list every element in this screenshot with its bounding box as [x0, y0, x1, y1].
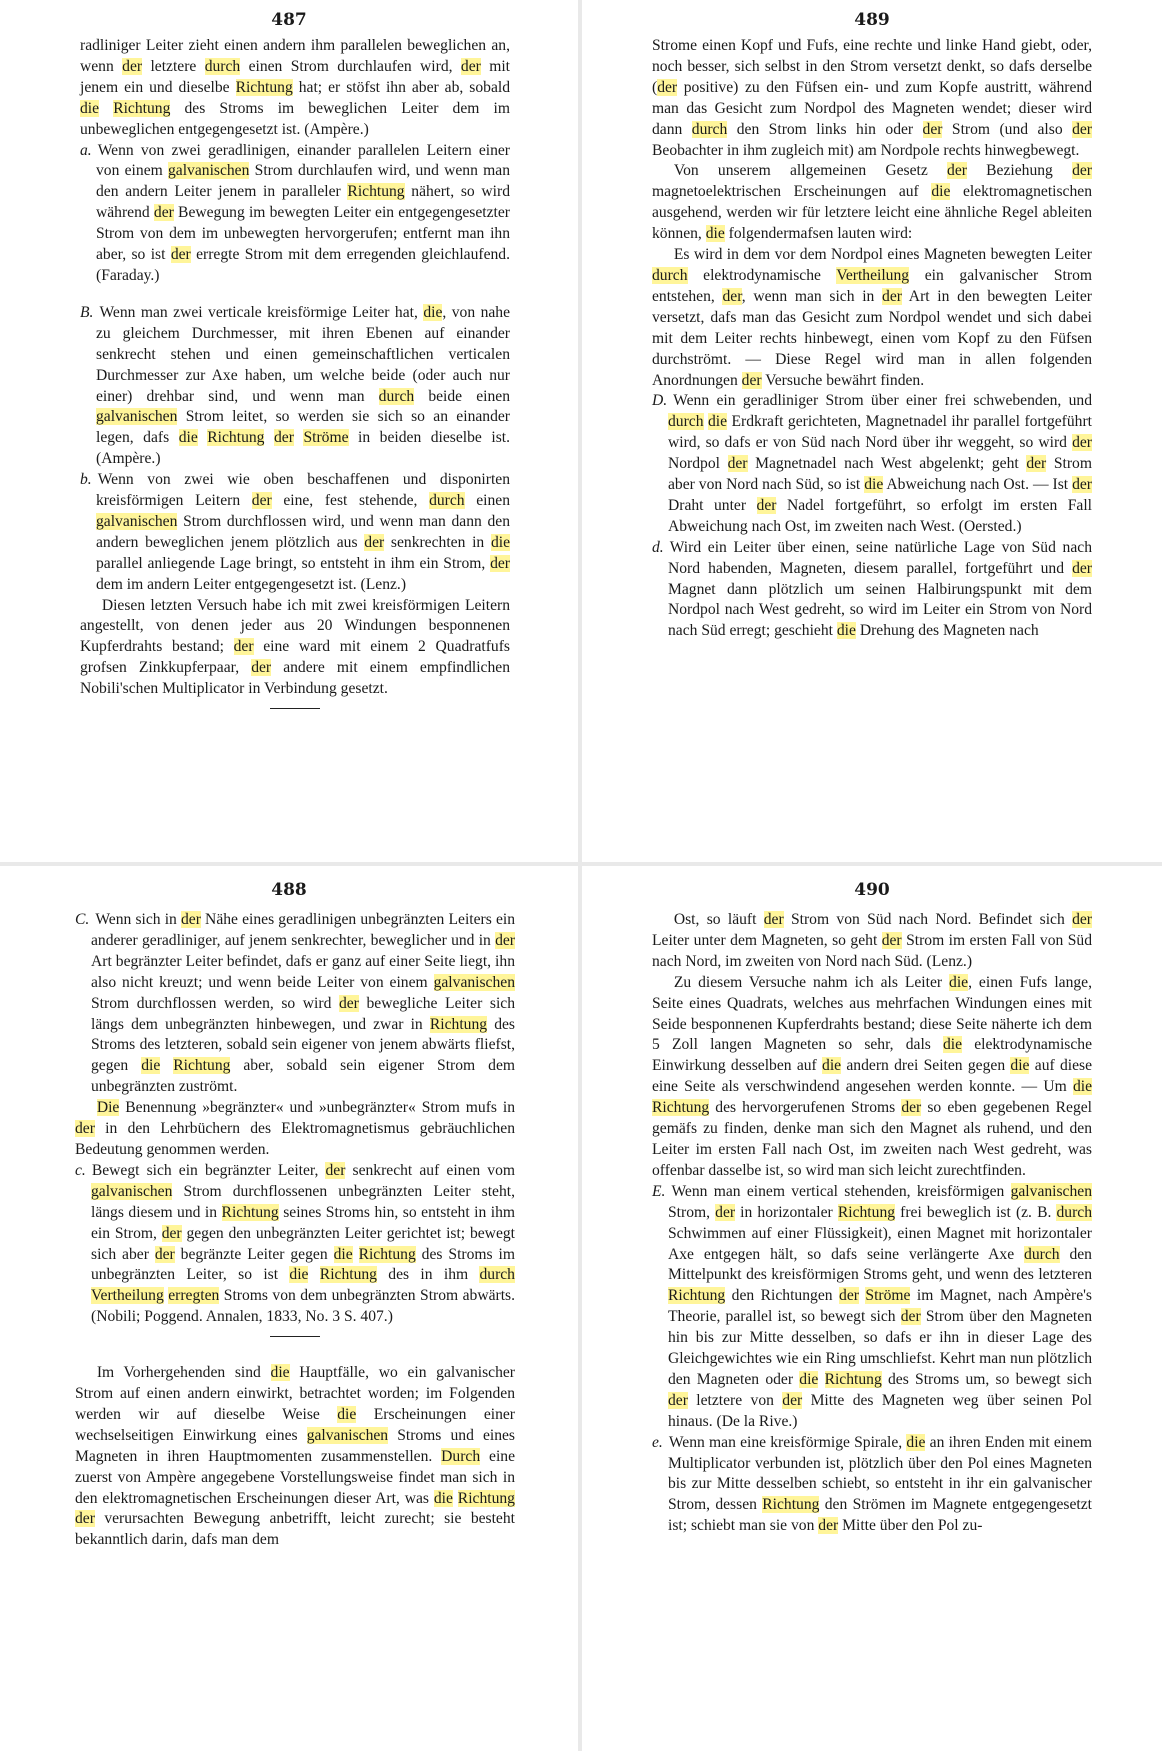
section-text: Wenn man zwei verticale kreisförmige Leiter hat, die, von nahe zu gleichem Durchmesser, mit ihren Ebenen auf einander senkrecht stehen und einen gemeinschaftlichen verticalen Durchmesser zur Axe haben, um welche beide (oder auch nur einer) drehbar sind, und wenn man durch beide einen galvanischen Strom leitet, so werden sie sich so an einander legen, dafs die Richtung der Ströme in beiden dieselbe ist. (Ampère.) [96, 303, 510, 468]
paragraph-d [652, 538, 1092, 643]
section-text: Wenn ein geradliniger Strom über einer frei schwebenden, und durch die Erdkraft gerichteten, Magnetnadel ihr parallel fortgeführt wird, so dafs er von Süd nach Nord über ihr weggeht, so wird der Nordpol der Magnetnadel nach West abgelenkt; geht der Strom aber von Nord nach Süd, so ist die Abweichung nach Ost. — Ist der Draht unter der Nadel fortgeführt, so erfolgt im ersten Fall Abweichung nach Ost, im zweiten nach West. (Oersted.) [668, 392, 1092, 535]
highlighted-term: durch [204, 57, 241, 75]
highlighted-term: durch [1056, 1203, 1092, 1221]
highlighted-term: die [799, 1370, 819, 1388]
paragraph-intro: Ost, so läuft der Strom von Süd nach Nord. Befindet sich der Leiter unter dem Magneten, so geht der Strom im ersten Fall von Süd nach Nord, im zweiten von Nord nach Süd. (Lenz.) [652, 911, 1093, 970]
highlighted-term: Richtung [235, 78, 293, 96]
highlighted-term: Richtung [668, 1287, 726, 1305]
highlighted-term: der [715, 1203, 736, 1221]
highlighted-term: die [333, 1245, 353, 1263]
page-body [652, 910, 1092, 1537]
page-488 [0, 866, 578, 1751]
highlighted-term: galvanischen [168, 162, 250, 180]
highlighted-term: Durch [441, 1447, 481, 1465]
highlighted-term: galvanischen [96, 408, 178, 426]
highlighted-term: die [836, 622, 856, 640]
paragraph-E [652, 1182, 1092, 1433]
highlighted-term: der [122, 57, 143, 75]
section-text: Wenn man einem vertical stehenden, kreisförmigen galvanischen Strom, der in horizontaler Richtung frei beweglich ist (z. B. durch Schwimmen auf einer Flüssigkeit), einen Magnet mit horizontaler Axe entgegen hält, so dafs seine verlängerte Axe durch den Mittelpunkt des kreisförmigen Stroms geht, und wenn des letzteren Richtung den Richtungen der Ströme im Magnet, nach Ampère's Theorie, parallel ist, so bewegt sich der Strom über den Magneten hin bis zur Mitte desselben, so dafs er ihn in dieser Lage des Gleichgewichtes wie ein Ring umschliefst. Kehrt man nun plötzlich den Magneten oder die Richtung des Stroms um, so bewegt sich der letztere von der Mitte des Magneten weg über seinen Pol hinaus. (De la Rive.) [668, 1182, 1092, 1430]
highlighted-term: der [741, 371, 762, 389]
highlighted-term: der [161, 1224, 182, 1242]
highlighted-term: die [1010, 1057, 1030, 1075]
highlighted-term: der [1026, 455, 1047, 473]
highlighted-term: die [864, 476, 884, 494]
section-text: Wird ein Leiter über einen, seine natürliche Lage von Süd nach Nord habenden, Magneten, diesem parallel, fortgeführt und der Magnet dann plötzlich um seinen Halbirungspunkt mit dem Nordpol nach West gedreht, so wird im Leiter ein Strom von Nord nach Süd erregt; geschieht die Drehung des Magneten nach [668, 538, 1092, 640]
highlighted-term: die [178, 429, 198, 447]
paragraph-2: Zu diesem Versuche nahm ich als Leiter die, einen Fufs lange, Seite eines Quadrats, welches aus mehrfachen Windungen eines mit Seide besponnenen Kupferdrahts bestand; diese Seite näherte ich dem 5 Zoll langen Magneten so sehr, dals die elektrodynamische Einwirkung desselben auf die andern drei Seiten gegen die auf diese eine Seite als verschwindend angesehen werden konnte. — Um die Richtung des hervorgerufenen Stroms der so eben gegebenen Regel gemäfs zu finden, denke man sich den Magnet als ruhend, und den Leiter im ersten Fall nach Ost, im zweiten nach West gedreht, was offenbar dasselbe ist, so wird man sich leicht zurechtfinden. [652, 973, 1093, 1179]
highlighted-term: der [153, 204, 174, 222]
highlighted-term: der [1072, 911, 1092, 928]
highlighted-term: durch [378, 387, 415, 405]
highlighted-term: der [818, 1517, 839, 1535]
paragraph-b [80, 470, 510, 595]
highlighted-term: galvanischen [96, 512, 178, 530]
page-body [652, 36, 1092, 642]
page-number: 488 [271, 880, 307, 900]
section-text: Bewegt sich ein begränzter Leiter, der senkrecht auf einen vom galvanischen Strom durchflossenen unbegränzten Leiter steht, längs diesem und in Richtung seines Stroms hin, so entsteht in ihm ein Strom, der gegen den unbegränzten Leiter gerichtet ist; bewegt sich aber der begränzte Leiter gegen die Richtung des Stroms im unbegränzten Leiter, so ist die Richtung des in ihm durch Vertheilung erregten Stroms von dem unbegränzten Strom abwärts. (Nobili; Poggend. Annalen, 1833, No. 3 S. 407.) [91, 1161, 516, 1326]
highlighted-term: der [325, 1161, 346, 1179]
highlighted-term: der [657, 78, 678, 96]
highlighted-term: Richtung [319, 1266, 377, 1284]
highlighted-term: Richtung [824, 1370, 882, 1388]
highlighted-term: der [947, 162, 967, 180]
page-489 [582, 0, 1162, 862]
highlighted-term: die [949, 973, 969, 991]
highlighted-term: die [943, 1036, 963, 1054]
highlighted-term: Richtung [113, 99, 171, 117]
highlighted-term: die [707, 413, 728, 431]
highlighted-term: der [495, 931, 515, 949]
highlighted-term: Vertheilung [91, 1287, 164, 1305]
highlighted-term: der [756, 496, 777, 514]
highlighted-term: die [705, 225, 725, 243]
highlighted-term: galvanischen [306, 1426, 389, 1444]
highlighted-term: Richtung [207, 429, 265, 447]
page-490 [582, 866, 1162, 1751]
highlighted-term: die [423, 303, 443, 321]
highlighted-term: die [141, 1057, 161, 1075]
section-rule [270, 1336, 320, 1337]
highlighted-term: der [668, 1391, 688, 1409]
section-text: Wenn man eine kreisförmige Spirale, die an ihren Enden mit einem Multiplicator verbunden ist, plötzlich über den Pol eines Magneten bis zur Mitte desselben schiebt, so entsteht in ihr ein galvanischer Strom, dessen Richtung den Strömen im Magnete entgegengesetzt ist; schiebt man sie von der Mitte über den Pol zu- [668, 1433, 1092, 1535]
paragraph-c [75, 1161, 515, 1328]
highlighted-term: durch [668, 413, 704, 431]
paragraph-tail: Diesen letzten Versuch habe ich mit zwei kreisförmigen Leitern angestellt, von denen jeder aus 20 Windungen besponnenen Kupferdrahts bestand; der eine ward mit einem 2 Quadratfufs grofsen Zinkkupferpaar, der andere mit einem empfindlichen Nobili'schen Multiplicator in Verbindung gesetzt. [80, 596, 510, 698]
highlighted-term: Richtung [173, 1057, 231, 1075]
highlighted-term: der [727, 455, 748, 473]
section-text: Wenn von zwei wie oben beschaffenen und disponirten kreisförmigen Leitern der eine, fest stehende, durch einen galvanischen Strom durchflossen wird, und wenn man dann den andern beweglichen jenem plötzlich aus der senkrechten in die parallel anliegende Lage bringt, so entsteht in ihm ein Strom, der dem im andern Leiter entgegengesetzt ist. (Lenz.) [96, 471, 510, 593]
paragraph-intro: radliniger Leiter zieht einen andern ihm parallelen beweglichen an, wenn der letztere durch einen Strom durchlaufen wird, der mit jenem ein und dieselbe Richtung hat; er stöfst ihn aber ab, sobald die Richtung des Stroms im beweglichen Leiter dem im unbeweglichen entgegengesetzt ist. (Ampère.) [80, 37, 510, 138]
highlighted-term: der [763, 911, 784, 928]
highlighted-term: der [900, 1308, 921, 1326]
highlighted-term: galvanischen [91, 1182, 173, 1200]
paragraph-intro: Strome einen Kopf und Fufs, eine rechte und linke Hand giebt, oder, noch besser, sich selbst in den Strom versetzt denkt, so dafs derselbe (der positive) zu den Füfsen ein- und zum Kopfe austritt, während man das Gesicht zum Nordpol des Magneten wendet; dieser wird dann durch den Strom links hin oder der Strom (und also der Beobachter in ihm zugleich mit) am Nordpole rechts hinwegbewegt. [652, 37, 1092, 159]
highlighted-term: der [154, 1245, 175, 1263]
highlighted-term: durch [691, 120, 728, 138]
highlighted-term: der [1072, 476, 1092, 494]
highlighted-term: Ströme [865, 1287, 911, 1305]
paragraph-e [652, 1433, 1092, 1538]
highlighted-term: Richtung [457, 1489, 515, 1507]
highlighted-term: der [75, 1510, 95, 1528]
highlighted-term: der [722, 287, 742, 305]
highlighted-term: die [1072, 1078, 1092, 1096]
highlighted-term: Richtung [358, 1245, 416, 1263]
paragraph-B [80, 303, 510, 470]
highlighted-term: die [80, 99, 100, 117]
section-text: Wenn von zwei geradlinigen, einander parallelen Leitern einer von einem galvanischen Strom durchlaufen wird, und wenn man den andern Leiter jenem in paralleler Richtung nähert, so wird während der Bewegung im bewegten Leiter ein entgegengesetzter Strom von dem im unbewegten hervorgerufen; entfernt man ihn aber, so ist der erregte Strom mit dem erregenden gleichlaufend. (Faraday.) [96, 141, 510, 284]
highlighted-term: durch [1024, 1245, 1060, 1263]
section-label: e. [652, 1433, 663, 1451]
paragraph-note: Die Benennung »begränzter« und »unbegränzter« Strom mufs in der in den Lehrbüchern des Elektromagnetismus gebräuchlichen Bedeutung genommen werden. [75, 1099, 515, 1158]
highlighted-term: der [922, 120, 943, 138]
highlighted-term: der [251, 659, 272, 677]
highlighted-term: galvanischen [433, 973, 515, 991]
highlighted-term: die [822, 1057, 842, 1075]
page-body [80, 36, 510, 719]
section-label: B. [80, 303, 94, 321]
highlighted-term: der [1072, 162, 1092, 180]
highlighted-term: der [170, 246, 191, 264]
highlighted-term: Die [96, 1099, 120, 1117]
highlighted-term: durch [652, 266, 688, 284]
highlighted-term: die [289, 1266, 309, 1284]
highlighted-term: der [881, 931, 902, 949]
highlighted-term: der [364, 533, 385, 551]
paragraph-final: Im Vorhergehenden sind die Hauptfälle, wo ein galvanischer Strom auf einen andern einwirkt, betrachtet worden; im Folgenden werden wir auf dieselbe Weise die Erscheinungen einer wechselseitigen Einwirkung eines galvanischen Stroms und eines Magneten in ihren Hauptmomenten zusammenstellen. Durch eine zuerst von Ampère angegebene Vorstellungsweise findet man sich in den elektromagnetischen Erscheinungen dieser Art, was die Richtung der verursachten Bewegung anbetrifft, leicht zurecht; sie besteht bekanntlich darin, dafs man dem [75, 1364, 515, 1549]
paragraph-3: Es wird in dem vor dem Nordpol eines Magneten bewegten Leiter durch elektrodynamische Vertheilung ein galvanischer Strom entstehen, der, wenn man sich in der Art in den bewegten Leiter versetzt, dafs man das Gesicht zum Nordpol wendet und sich dabei mit dem Leiter rechts hinbewegt, einen vom Kopf zu den Füfsen durchströmt. — Diese Regel wird man in allen folgenden Anordnungen der Versuche bewährt finden. [652, 246, 1092, 389]
page-body [75, 910, 515, 1551]
highlighted-term: Vertheilung [836, 266, 910, 284]
highlighted-term: der [180, 911, 201, 928]
section-text: Wenn sich in der Nähe eines geradlinigen unbegränzten Leiters ein anderer geradliniger, auf jenem senkrechter, beweglicher und in der Art begränzter Leiter befindet, dafs er ganz auf einer Seite liegt, ihn also nicht kreuzt; und wenn beide Leiter von einem galvanischen Strom durchflossen werden, so wird der bewegliche Leiter sich längs dem unbegränzten hinbewegen, und zwar in Richtung des Stroms des letzteren, sobald sein eigener von jenem abwärts fliefst, gegen die Richtung aber, sobald sein eigener Strom dem unbegränzten zuströmt. [91, 911, 515, 1096]
highlighted-term: der [274, 429, 294, 447]
section-rule [270, 708, 320, 709]
highlighted-term: der [338, 994, 359, 1012]
highlighted-term: die [337, 1405, 357, 1423]
highlighted-term: der [1072, 434, 1092, 452]
highlighted-term: der [490, 554, 510, 572]
highlighted-term: der [839, 1287, 859, 1305]
highlighted-term: der [1072, 120, 1092, 138]
highlighted-term: Richtung [347, 183, 405, 201]
highlighted-term: Richtung [429, 1015, 488, 1033]
page-number: 490 [854, 880, 890, 900]
highlighted-term: Ströme [303, 429, 349, 447]
highlighted-term: erregten [168, 1287, 220, 1305]
highlighted-term: galvanischen [1010, 1182, 1092, 1200]
section-label: c. [75, 1161, 86, 1179]
highlighted-term: Richtung [221, 1203, 279, 1221]
highlighted-term: die [490, 533, 510, 551]
section-label: C. [75, 911, 90, 928]
highlighted-term: die [906, 1433, 926, 1451]
highlighted-term: durch [429, 492, 465, 510]
highlighted-term: der [251, 492, 272, 510]
section-label: d. [652, 538, 664, 556]
paragraph-a [80, 141, 510, 287]
section-label: a. [80, 141, 92, 159]
highlighted-term: die [270, 1364, 290, 1382]
highlighted-term: der [1072, 559, 1092, 577]
section-label: b. [80, 471, 92, 489]
highlighted-term: der [75, 1120, 95, 1138]
highlighted-term: der [901, 1099, 922, 1117]
page-number: 489 [854, 10, 890, 30]
paragraph-C [75, 910, 515, 1098]
section-label: E. [652, 1182, 666, 1200]
highlighted-term: der [233, 638, 254, 656]
highlighted-term: Richtung [837, 1203, 896, 1221]
highlighted-term: der [882, 287, 902, 305]
paragraph-D [652, 391, 1092, 537]
paragraph-2: Von unserem allgemeinen Gesetz der Beziehung der magnetoelektrischen Erscheinungen auf die elektromagnetischen ausgehend, werden wir für letztere leicht eine ähnliche Regel ableiten können, die folgendermafsen lauten wird: [652, 162, 1092, 243]
page-number: 487 [271, 10, 307, 30]
highlighted-term: der [460, 57, 481, 75]
highlighted-term: die [931, 183, 951, 201]
section-label: D. [652, 392, 668, 410]
highlighted-term: durch [479, 1266, 515, 1284]
highlighted-term: Richtung [652, 1099, 710, 1117]
highlighted-term: die [433, 1489, 453, 1507]
highlighted-term: der [782, 1391, 803, 1409]
highlighted-term: Richtung [762, 1496, 820, 1514]
page-487 [0, 0, 578, 862]
